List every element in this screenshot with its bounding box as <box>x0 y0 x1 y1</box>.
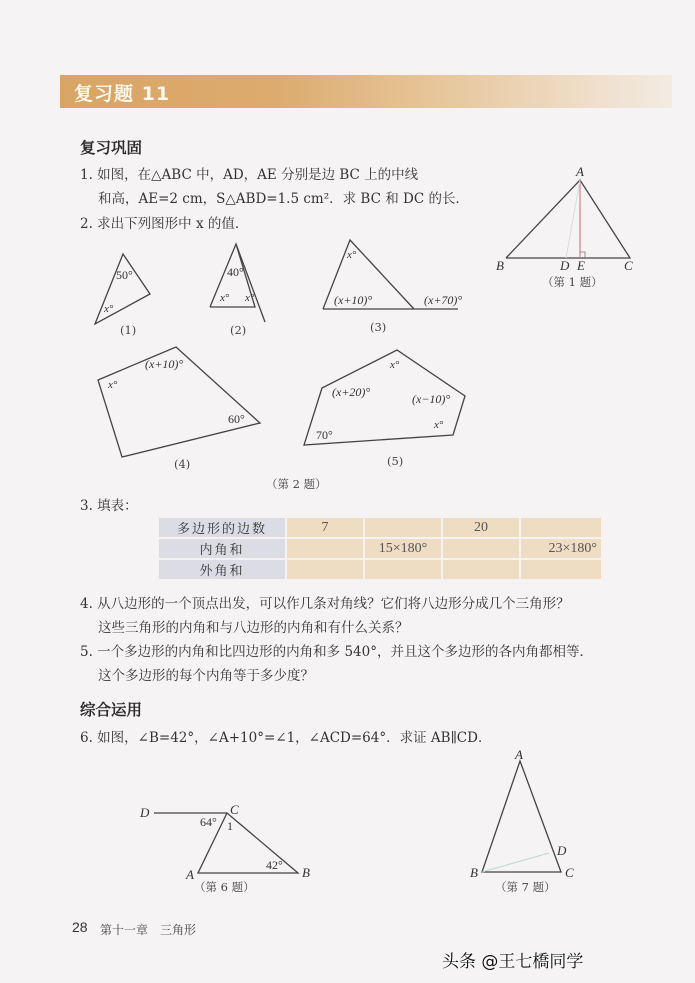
table-cell[interactable] <box>442 559 520 580</box>
table-cell[interactable] <box>286 538 364 559</box>
angle-label: 64° <box>200 815 217 829</box>
point-label-d: D <box>140 805 150 820</box>
table-cell[interactable]: 23×180° <box>520 538 602 559</box>
vertex-label-a: A <box>515 747 523 762</box>
point-label-d: D <box>557 843 567 858</box>
angle-label: (x+10)° <box>334 293 373 307</box>
banner-title: 复习题 11 <box>74 83 171 105</box>
figure-7 <box>460 745 590 900</box>
angle-label: x° <box>220 292 230 304</box>
angle-label: 40° <box>227 265 244 279</box>
question-5-line-2: 这个多边形的每个内角等于多少度？ <box>98 668 314 684</box>
pentagon-diagram <box>290 345 470 475</box>
table-cell[interactable] <box>442 538 520 559</box>
vertex-label-a: A <box>576 164 584 179</box>
row-header: 外角和 <box>158 559 286 580</box>
vertex-label-b: B <box>470 865 478 880</box>
table-row <box>158 517 602 538</box>
table-cell[interactable] <box>520 517 602 538</box>
angle-label: x° <box>434 419 444 431</box>
angle-label: 42° <box>266 858 283 872</box>
table-cell[interactable] <box>364 559 442 580</box>
page-number: 28 <box>72 919 88 935</box>
table-cell[interactable]: 7 <box>286 517 364 538</box>
angle-label: (x+70)° <box>424 293 463 307</box>
question-2: 2. 求出下列图形中 x 的值． <box>80 216 249 232</box>
triangle-exterior-angle-diagram <box>310 235 480 340</box>
angle-label: 50° <box>116 268 133 282</box>
section-title-applied: 综合运用 <box>80 701 143 719</box>
angle-label: 60° <box>228 412 245 426</box>
fill-in-table-wrapper <box>157 516 603 581</box>
table-row <box>158 538 602 559</box>
row-header: 内角和 <box>158 538 286 559</box>
angle-label: x° <box>245 292 255 304</box>
question-1-line-1: 1. 如图，在△ABC 中，AD，AE 分别是边 BC 上的中线 <box>80 167 419 183</box>
section-title-review: 复习巩固 <box>80 139 143 157</box>
point-label-d: D <box>560 258 570 273</box>
angle-label: x° <box>104 303 114 315</box>
table-cell[interactable]: 20 <box>442 517 520 538</box>
point-label-e: E <box>577 258 585 273</box>
table-cell[interactable]: 15×180° <box>364 538 442 559</box>
fill-in-table <box>157 516 603 581</box>
angle-label: x° <box>108 379 118 391</box>
review-banner <box>60 75 672 108</box>
angle-label: x° <box>390 359 400 371</box>
question-5-line-1: 5. 一个多边形的内角和比四边形的内角和多 540°，并且这个多边形的各内角都相等． <box>80 644 593 660</box>
chapter-title: 第十一章 三角形 <box>100 923 197 937</box>
figure-7-caption: （第 7 题） <box>495 880 556 894</box>
question-3: 3. 填表： <box>80 498 138 514</box>
table-cell[interactable] <box>364 517 442 538</box>
figure-6-caption: （第 6 题） <box>194 880 255 894</box>
vertex-label-b: B <box>496 258 504 273</box>
vertex-label-c: C <box>624 258 633 273</box>
figure-2-3-caption: (3) <box>370 320 387 334</box>
figure-1-caption: （第 1 题） <box>542 275 603 289</box>
figure-2-4-caption: (4) <box>174 457 191 471</box>
angle-label: (x+20)° <box>332 385 371 399</box>
figure-2-3 <box>310 235 480 340</box>
vertex-label-c: C <box>230 802 239 817</box>
angle-1-label: 1 <box>227 819 233 833</box>
figure-2-2 <box>200 240 280 340</box>
figure-2-4 <box>90 345 270 475</box>
table-cell[interactable] <box>286 559 364 580</box>
angle-label: x° <box>347 249 357 261</box>
source-watermark: 头条 @王七橋同学 <box>442 952 584 972</box>
vertex-label-c: C <box>565 865 574 880</box>
table-cell[interactable] <box>520 559 602 580</box>
table-row <box>158 559 602 580</box>
angle-label: 70° <box>316 428 333 442</box>
vertex-label-a: A <box>186 867 194 882</box>
figure-2-1 <box>80 240 180 340</box>
vertex-label-b: B <box>302 865 310 880</box>
angle-label: (x−10)° <box>412 392 451 406</box>
figure-6 <box>130 795 330 900</box>
figure-1 <box>490 160 650 295</box>
figure-2-caption: （第 2 题） <box>266 477 327 491</box>
figure-2-2-caption: (2) <box>230 323 247 337</box>
question-6: 6. 如图，∠B=42°，∠A+10°=∠1，∠ACD=64°．求证 AB∥CD． <box>80 730 492 746</box>
question-1-line-2: 和高，AE=2 cm，S△ABD=1.5 cm²．求 BC 和 DC 的长． <box>98 191 469 207</box>
angle-label: (x+10)° <box>145 357 184 371</box>
question-4-line-2: 这些三角形的内角和与八边形的内角和有什么关系？ <box>98 620 409 636</box>
row-header: 多边形的边数 <box>158 517 286 538</box>
figure-2-5 <box>290 345 470 475</box>
figure-2-5-caption: (5) <box>387 454 404 468</box>
figure-2-1-caption: (1) <box>120 323 137 337</box>
question-4-line-1: 4. 从八边形的一个顶点出发，可以作几条对角线？它们将八边形分成几个三角形？ <box>80 596 570 612</box>
